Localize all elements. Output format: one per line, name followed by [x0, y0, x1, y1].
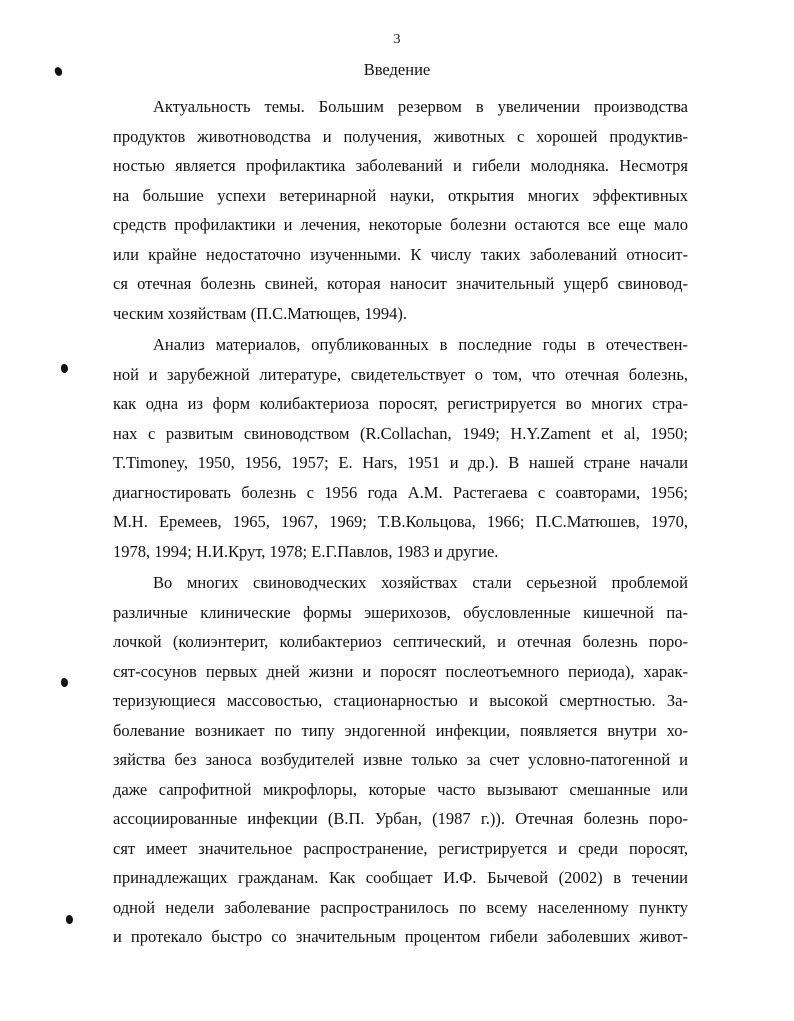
text-line: болевание возникает по типу эндогенной инфекции, появляется внутри хо- — [113, 720, 688, 740]
paragraph — [113, 568, 688, 952]
text-line: и протекало быстро со значительным процентом гибели заболевших живот- — [113, 927, 688, 946]
text-line: сят-сосунов первых дней жизни и поросят послеотъемного периода), харак- — [113, 661, 688, 681]
text-line: T.Timoney, 1950, 1956, 1957; E. Hars, 1951 и др.). В нашей стране начали — [113, 453, 688, 472]
text-line: теризующиеся массовостью, стационарностью и высокой смертностью. За- — [113, 691, 688, 710]
text-line: ассоциированные инфекции (В.П. Урбан, (1987 г.)). Отечная болезнь поро- — [113, 809, 688, 828]
text-line: даже сапрофитной микрофлоры, которые часто вызывают смешанные или — [113, 779, 688, 799]
text-line: различные клинические формы эшерихозов, обусловленные кишечной па- — [113, 602, 688, 622]
text-line: Актуальность темы. Большим резервом в увеличении производства — [153, 97, 688, 116]
text-line: одной недели заболевание распространилось по всему населенному пункту — [113, 897, 688, 917]
text-line: ностью является профилактика заболеваний и гибели молодняка. Несмотря — [113, 156, 688, 175]
punch-mark — [61, 678, 68, 687]
page-title: Введение — [363, 60, 431, 79]
text-line: или крайне недостаточно изученными. К числу таких заболеваний относит- — [113, 244, 688, 264]
text-line: лочкой (колиэнтерит, колибактериоз септический, и отечная болезнь поро- — [113, 632, 688, 651]
text-line: ной и зарубежной литературе, свидетельствует о том, что отечная болезнь, — [113, 364, 688, 384]
text-line: нах с развитым свиноводством (R.Collachan, 1949; H.Y.Zament et al, 1950; — [113, 423, 688, 443]
text-line: ся отечная болезнь свиней, которая наносит значительный ущерб свиновод- — [113, 274, 688, 293]
text-line: ческим хозяйствам (П.С.Матющев, 1994). — [113, 303, 408, 323]
text-line: принадлежащих гражданам. Как сообщает И.Ф. Бычевой (2002) в течении — [113, 868, 688, 887]
paragraph — [113, 330, 688, 566]
punch-mark — [61, 364, 68, 373]
page-number: 3 — [393, 32, 401, 47]
text-line: на большие успехи ветеринарной науки, открытия многих эффективных — [113, 185, 688, 205]
document-body — [113, 92, 688, 952]
paragraph — [113, 92, 688, 328]
punch-mark — [66, 915, 73, 924]
text-line: сят имеет значительное распространение, регистрируется и среди поросят, — [113, 838, 688, 858]
text-line: Во многих свиноводческих хозяйствах стали серьезной проблемой — [153, 573, 688, 592]
text-line: 1978, 1994; Н.И.Крут, 1978; Е.Г.Павлов, 1983 и другие. — [113, 541, 499, 561]
text-line: как одна из форм колибактериоза поросят, регистрируется во многих стра- — [113, 394, 688, 413]
text-line: продуктов животноводства и получения, животных с хорошей продуктив- — [113, 126, 688, 146]
text-line: Анализ материалов, опубликованных в последние годы в отечествен- — [153, 335, 688, 354]
text-line: средств профилактики и лечения, некоторые болезни остаются все еще мало — [113, 215, 688, 234]
text-line: зяйства без заноса возбудителей извне только за счет условно-патогенной и — [113, 750, 688, 769]
text-line: М.Н. Еремеев, 1965, 1967, 1969; Т.В.Кольцова, 1966; П.С.Матюшев, 1970, — [113, 512, 688, 531]
text-line: диагностировать болезнь с 1956 года А.М. Растегаева с соавторами, 1956; — [113, 482, 688, 502]
